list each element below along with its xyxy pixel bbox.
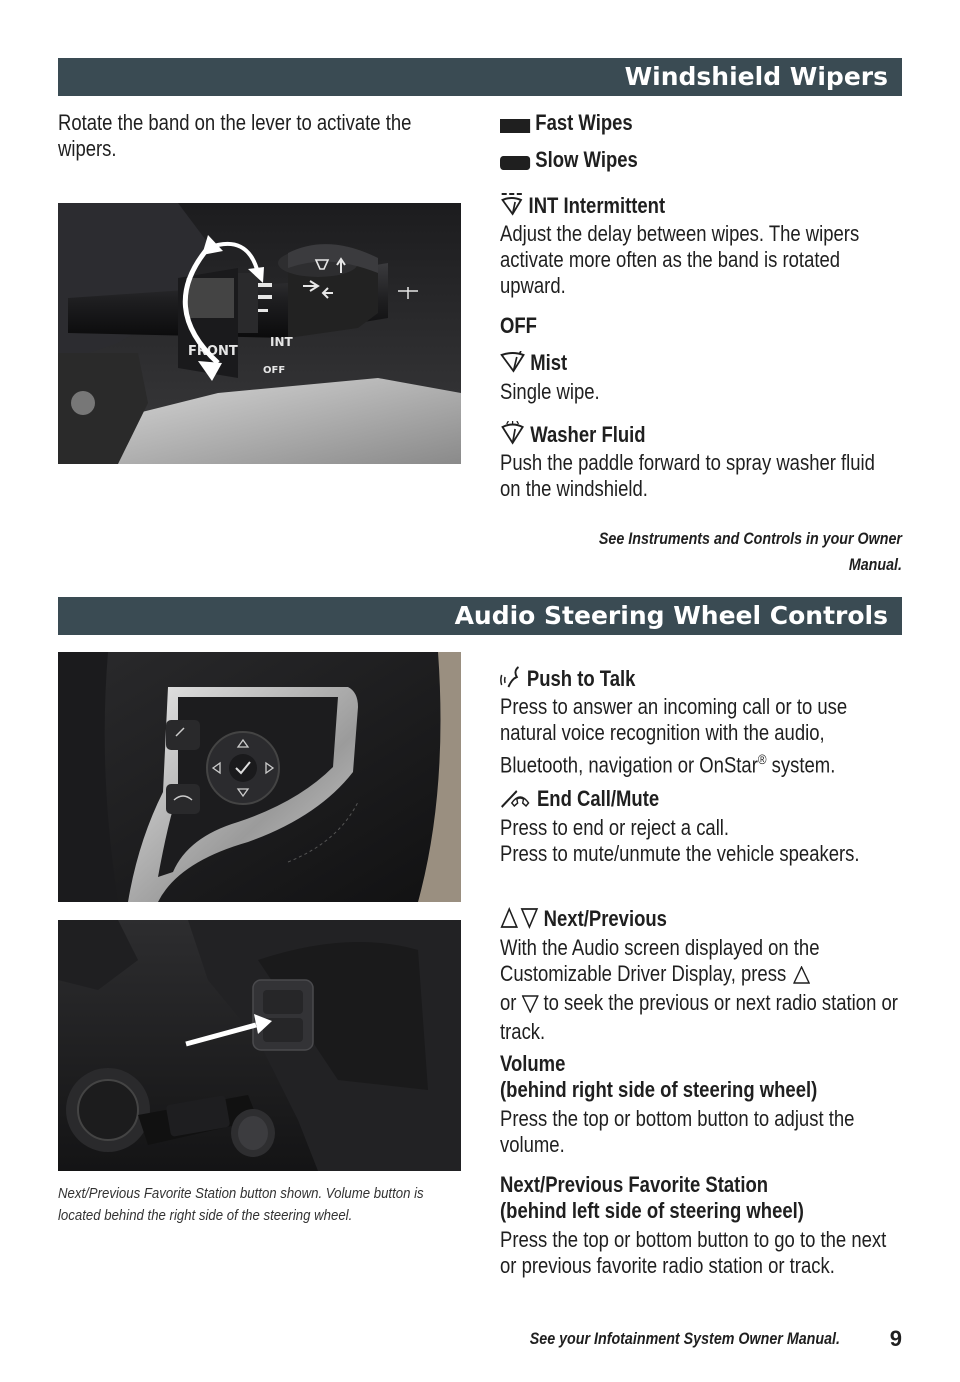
- mist-row: [500, 350, 900, 379]
- wipers-section-header: [58, 58, 902, 96]
- slow-wipes-label: Slow Wipes: [535, 147, 638, 172]
- slow-wipes-row: [500, 147, 900, 176]
- ptt-row: [500, 665, 900, 695]
- audio-section-title: Audio Steering Wheel Controls: [454, 601, 888, 630]
- front-label: FRONT: [188, 344, 238, 359]
- washer-description: Push the paddle forward to spray washer fluid on the windshield.: [500, 450, 875, 501]
- up-triangle-icon: [793, 964, 810, 990]
- down-triangle-icon: [522, 993, 539, 1019]
- volume-heading: Volume (behind right side of steering wheel): [500, 1051, 818, 1102]
- steering-wheel-photo: [58, 652, 461, 902]
- intermittent-wiper-icon: [500, 192, 524, 222]
- endcall-row: [500, 786, 900, 815]
- fast-wipes-icon: [500, 113, 530, 139]
- wipers-reference: See Instruments and Controls in your Owner Manual.: [598, 529, 902, 574]
- int-label: INT Intermittent: [528, 193, 666, 218]
- wipers-section-title: Windshield Wipers: [624, 62, 888, 91]
- next-previous-icon: [500, 907, 539, 935]
- off-photo-label: OFF: [263, 365, 286, 376]
- int-photo-label: INT: [270, 335, 293, 349]
- washer-row: [500, 421, 900, 451]
- push-to-talk-icon: [500, 665, 522, 695]
- wiper-lever-photo: [58, 203, 461, 464]
- endcall-label: End Call/Mute: [536, 786, 660, 811]
- favorite-heading: Next/Previous Favorite Station (behind left side of steering wheel): [500, 1172, 804, 1223]
- photo-caption: Next/Previous Favorite Station button shown. Volume button is located behind the right side of the steering wheel.: [58, 1185, 424, 1224]
- int-row: [500, 192, 900, 222]
- endcall-description-2: Press to mute/unmute the vehicle speakers.: [500, 841, 860, 866]
- audio-reference: See your Infotainment System Owner Manual.: [529, 1329, 840, 1348]
- volume-description: Press the top or bottom button to adjust the volume.: [500, 1106, 855, 1157]
- ptt-description: Press to answer an incoming call or to use natural voice recognition with the audio, Bluetooth, navigation or OnStar® system.: [500, 694, 848, 778]
- off-label: OFF: [500, 313, 537, 338]
- washer-label: Washer Fluid: [530, 422, 646, 447]
- favorite-description: Press the top or bottom button to go to the next or previous favorite radio station or track.: [500, 1227, 887, 1278]
- next-prev-label: Next/Previous: [543, 906, 667, 931]
- end-call-icon: [500, 789, 532, 815]
- mist-label: Mist: [530, 350, 568, 375]
- endcall-description-1: Press to end or reject a call.: [500, 815, 730, 840]
- next-prev-row: [500, 906, 900, 935]
- page-number: 9: [889, 1326, 902, 1351]
- ptt-label: Push to Talk: [526, 666, 636, 691]
- int-description: Adjust the delay between wipes. The wipers activate more often as the band is rotated upward.: [500, 221, 860, 298]
- fast-wipes-row: [500, 110, 900, 139]
- washer-fluid-icon: [500, 421, 525, 451]
- next-prev-description: With the Audio screen displayed on the Customizable Driver Display, press or to seek the previous or next radio station or track.: [500, 935, 898, 1044]
- mist-wiper-icon: [500, 351, 525, 379]
- behind-wheel-photo: [58, 920, 461, 1171]
- wipers-intro: Rotate the band on the lever to activate the wipers.: [58, 110, 412, 161]
- fast-wipes-label: Fast Wipes: [535, 110, 633, 135]
- slow-wipes-icon: [500, 150, 530, 176]
- off-label-row: [500, 313, 900, 339]
- mist-description: Single wipe.: [500, 379, 600, 404]
- audio-section-header: [58, 597, 902, 635]
